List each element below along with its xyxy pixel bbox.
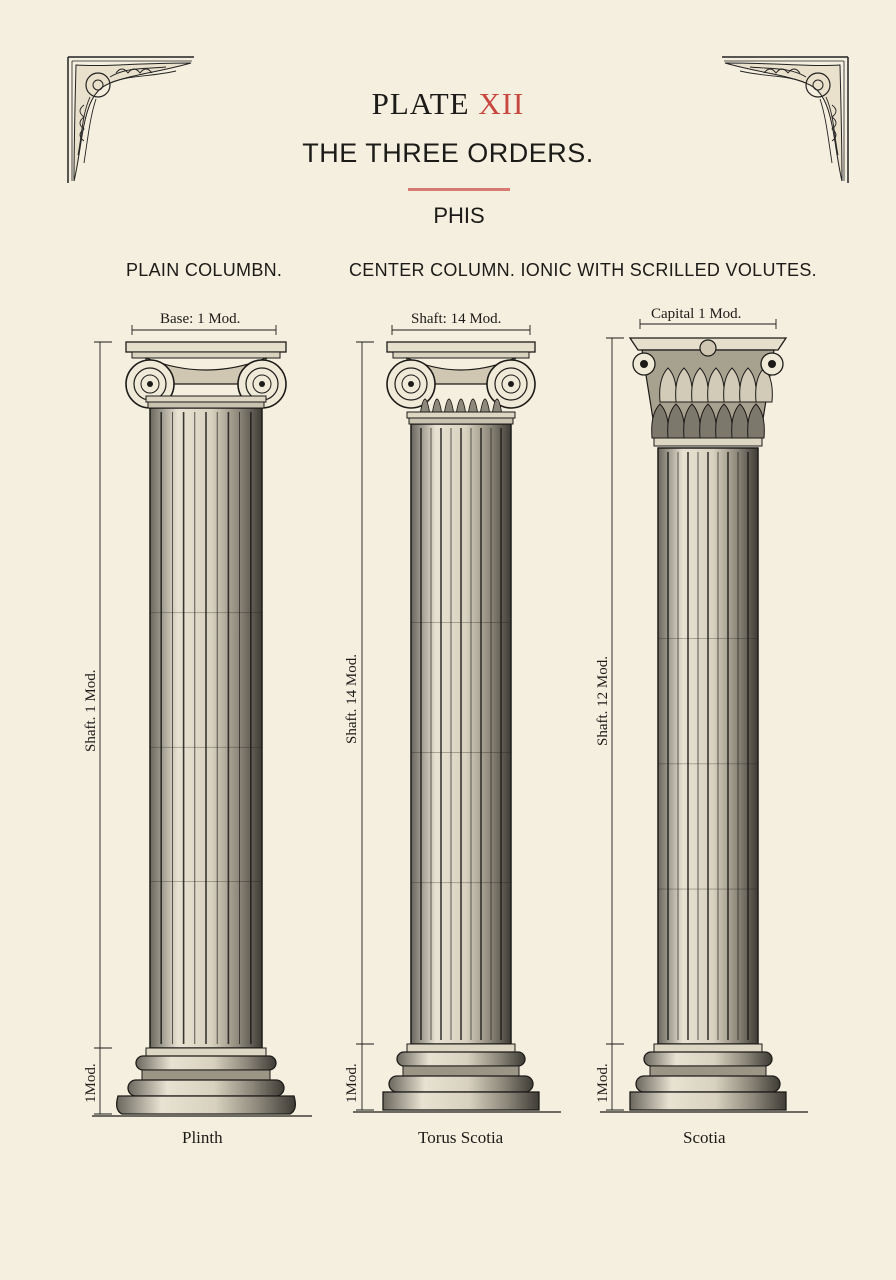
column-3 [600,319,808,1112]
apophyge [654,1044,762,1052]
foot-label-3: Scotia [683,1128,726,1147]
base-dim-label-3: 1Mod. [595,1063,611,1103]
lower-torus [389,1076,533,1092]
plate-subtitle: THE THREE ORDERS. [302,138,594,168]
shaft-dim-label-1: Shaft. 1 Mod. [83,669,99,752]
volute-eye [259,381,265,387]
abacus [387,342,535,352]
abacus-fillet [132,352,280,358]
base-dim-label-2: 1Mod. [344,1063,360,1103]
necking-ring [654,438,762,446]
apophyge [146,1048,266,1056]
plate-label: PLATE [371,86,470,121]
helix-eye [768,360,776,368]
necking-ring [407,412,515,418]
abacus [126,342,286,352]
plinth [630,1092,786,1110]
abacus-rosette [700,340,716,356]
scotia [403,1066,519,1076]
heading-left-column: PLAIN COLUMBN. [126,260,283,280]
necking-ring [148,402,264,408]
top-dim-label-3: Capital 1 Mod. [651,306,742,322]
plinth [117,1096,296,1114]
foot-label-2: Torus Scotia [418,1128,504,1147]
volute-eye [147,381,153,387]
top-dim-label-2: Shaft: 14 Mod. [411,311,502,327]
section-heading: PHIS [433,203,485,228]
lower-torus [128,1080,284,1096]
scotia [650,1066,766,1076]
apophyge [407,1044,515,1052]
volute-eye [408,381,414,387]
shaft-dim-label-3: Shaft. 12 Mod. [595,656,611,746]
shaft-dim-label-2: Shaft. 14 Mod. [344,654,360,744]
lower-torus [636,1076,780,1092]
volute-eye [508,381,514,387]
base-dim-label-1: 1Mod. [83,1063,99,1103]
helix-eye [640,360,648,368]
foot-label-1: Plinth [182,1128,223,1147]
necking-ring [146,396,266,402]
column-2 [353,325,561,1112]
abacus-fillet [393,352,529,358]
heading-center-column: CENTER COLUMN. IONIC WITH SCRILLED VOLUTES. [349,260,817,280]
upper-torus [644,1052,772,1066]
upper-torus [397,1052,525,1066]
column-1 [92,325,312,1116]
upper-torus [136,1056,276,1070]
necking-ring [409,418,513,424]
scotia [142,1070,270,1080]
plate-number: XII [478,86,525,121]
top-dim-label-1: Base: 1 Mod. [160,311,241,327]
plinth [383,1092,539,1110]
